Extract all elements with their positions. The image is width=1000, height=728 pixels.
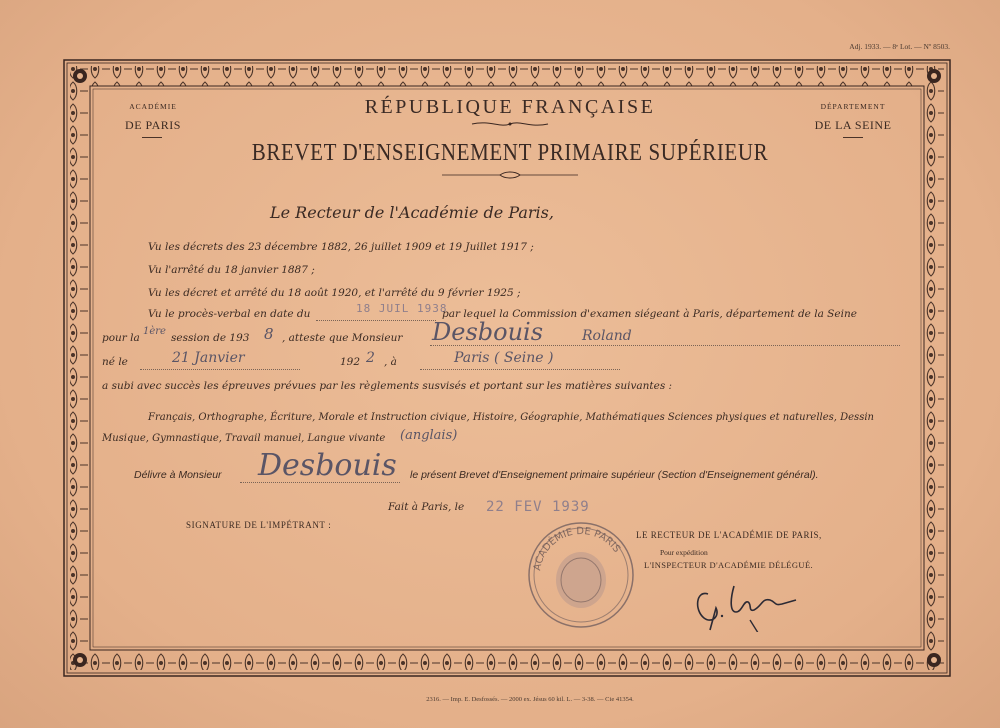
exam-statement: a subi avec succès les épreuves prévues par les règlements susvisés et portant sur les matières suivantes : bbox=[102, 380, 673, 392]
rector-signature-label: LE RECTEUR DE L'ACADÉMIE DE PARIS, bbox=[636, 530, 822, 540]
diploma-title: BREVET D'ENSEIGNEMENT PRIMAIRE SUPÉRIEUR bbox=[251, 138, 769, 166]
academy-label: ACADÉMIE bbox=[129, 102, 177, 111]
academy-seal bbox=[522, 518, 640, 632]
inspector-signature bbox=[690, 576, 810, 632]
birth-label: né le bbox=[102, 356, 128, 368]
subjects-line-2: Musique, Gymnastique, Travail manuel, Langue vivante bbox=[102, 433, 386, 444]
session-label: pour la bbox=[102, 332, 140, 344]
decree-line-1: Vu les décrets des 23 décembre 1882, 26 juillet 1909 et 19 Juillet 1917 ; bbox=[148, 241, 534, 253]
subjects-line-1: Français, Orthographe, Écriture, Morale et Instruction civique, Histoire, Géographie, Mathématiques Sciences physiques et naturelles, Dessin bbox=[148, 412, 874, 423]
foreign-language: (anglais) bbox=[400, 428, 458, 443]
birth-place-line bbox=[420, 369, 620, 370]
rector-heading: Le Recteur de l'Académie de Paris, bbox=[270, 203, 554, 222]
deliver-text: le présent Brevet d'Enseignement primaire supérieur (Section d'Enseignement général). bbox=[410, 469, 819, 481]
holder-signature-label: SIGNATURE DE L'IMPÉTRANT : bbox=[186, 520, 332, 530]
department-label: DÉPARTEMENT bbox=[820, 102, 886, 111]
print-reference: Adj. 1933. — 8ᵉ Lot. — Nº 8503. bbox=[849, 42, 950, 51]
inspector-label: L'INSPECTEUR D'ACADÉMIE DÉLÉGUÉ. bbox=[644, 560, 814, 570]
expedition-label: Pour expédition bbox=[660, 548, 708, 557]
birth-day-line bbox=[140, 369, 300, 370]
ornament-flourish-1 bbox=[470, 119, 550, 129]
birth-year-digit: 2 bbox=[366, 350, 375, 366]
seal-text: ACADÉMIE DE PARIS bbox=[532, 525, 623, 572]
ornament-flourish-2 bbox=[440, 170, 580, 180]
minutes-date-line bbox=[316, 320, 436, 321]
birth-place: Paris ( Seine ) bbox=[454, 350, 554, 366]
academy-name: DE PARIS bbox=[125, 118, 181, 132]
department-name: DE LA SEINE bbox=[814, 118, 892, 132]
decree-line-2: Vu l'arrêté du 18 janvier 1887 ; bbox=[148, 264, 315, 276]
place-date-label: Fait à Paris, le bbox=[388, 501, 465, 513]
birth-day: 21 Janvier bbox=[172, 350, 245, 366]
attest-text: , atteste que Monsieur bbox=[282, 332, 403, 344]
session-year-digit: 8 bbox=[264, 325, 274, 343]
deliver-label: Délivre à Monsieur bbox=[134, 469, 222, 481]
birth-place-label: , à bbox=[384, 356, 397, 368]
minutes-date-stamp: 18 JUIL 1938 bbox=[356, 302, 448, 315]
republic-title: RÉPUBLIQUE FRANÇAISE bbox=[364, 96, 656, 118]
birth-year-print: 192 bbox=[340, 356, 361, 368]
inspector-signature-text bbox=[700, 600, 701, 601]
divider-left bbox=[142, 137, 162, 138]
issue-date-stamp: 22 FEV 1939 bbox=[486, 499, 590, 515]
candidate-firstname: Roland bbox=[582, 328, 632, 344]
deliver-name: Desbouis bbox=[258, 448, 397, 483]
commission-text: par lequel la Commission d'examen siégeant à Paris, département de la Seine bbox=[442, 308, 857, 320]
session-number: 1ère bbox=[143, 326, 166, 337]
divider-right bbox=[843, 137, 863, 138]
decree-line-3: Vu les décret et arrêté du 18 août 1920, et l'arrêté du 9 février 1925 ; bbox=[148, 287, 521, 299]
session-year-label: session de 193 bbox=[171, 332, 250, 344]
candidate-surname: Desbouis bbox=[432, 318, 544, 346]
printer-line: 2316. — Imp. E. Desfossés. — 2000 ex. Jésus 60 kil. L. — 3-38. — Cie 41354. bbox=[426, 696, 634, 703]
minutes-label: Vu le procès-verbal en date du bbox=[148, 308, 311, 320]
